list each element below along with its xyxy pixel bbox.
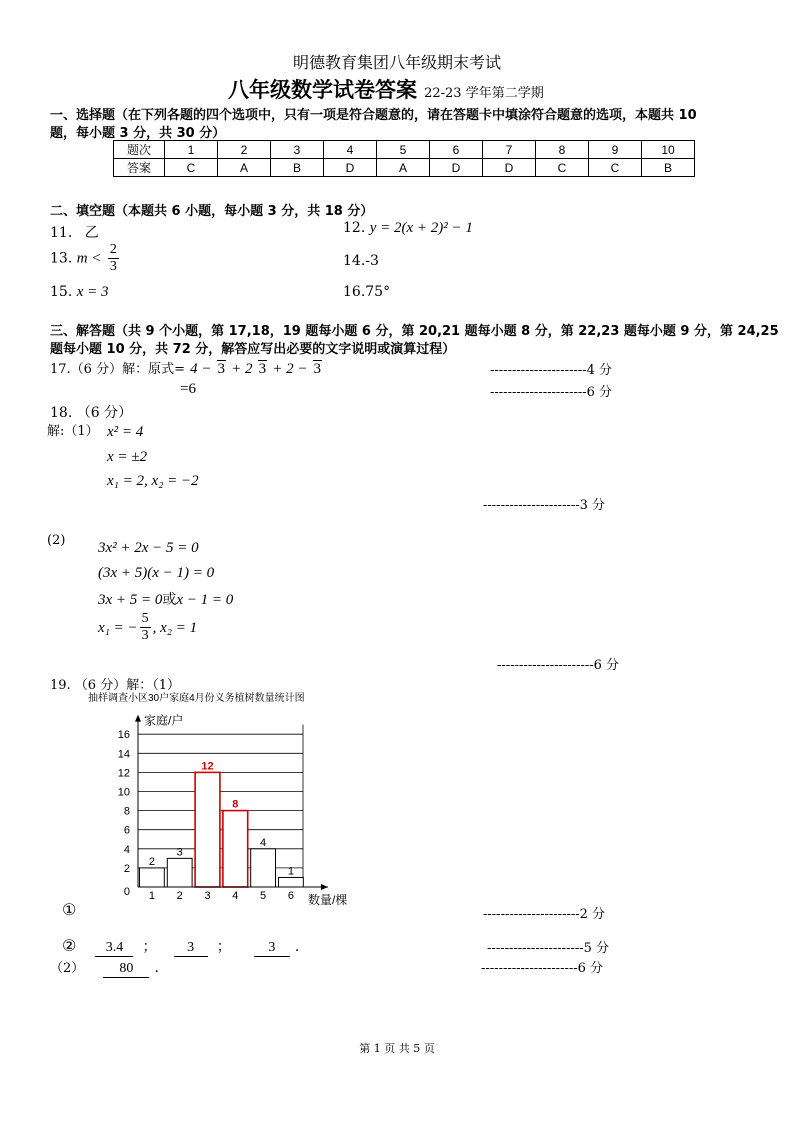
q19-sub2-score: ----------------------5 分 [487,941,610,956]
table-cell: 10 [642,141,695,159]
bar-1 [140,868,165,887]
x-tick-label: 2 [176,890,183,902]
section1-heading-line1: 一、选择题（在下列各题的四个选项中，只有一项是符合题意的，请在答题卡中填涂符合题意的选项，本题共 10 [50,108,697,123]
bar-data-label: 3 [176,846,183,859]
y-tick-label: 2 [123,862,130,875]
table-header-cell: 答案 [114,159,165,177]
q18-step-4: 3x² + 2x − 5 = 0 [98,540,199,556]
section1-heading-line2: 题，每小题 3 分，共 30 分） [50,126,226,141]
q17-sqrt-2: 3 [258,361,267,377]
bar-data-label: 1 [287,865,294,878]
q17-sqrt-1: 3 [217,361,226,377]
x-axis-arrow [321,884,328,890]
chart-title: 抽样调查小区30户家庭4月份义务植树数量统计图 [88,693,305,704]
table-cell: 7 [483,141,536,159]
table-cell: 2 [218,141,271,159]
bar-4 [223,811,248,887]
table-cell: 1 [165,141,218,159]
table-cell: 6 [430,141,483,159]
q19-part2-blank: 80 [103,961,149,978]
table-cell: C [536,159,589,177]
table-cell: D [324,159,377,177]
q18-step-6b: x − 1 = 0 [176,592,234,608]
q19-sub1-score: ----------------------2 分 [483,907,606,922]
q18-step-7b: , x₂ = 1 [152,620,198,636]
section3-heading-line1: 三、解答题（共 9 个小题，第 17,18，19 题每小题 6 分，第 20,21 题每小题 8 分，第 22,23 题每小题 9 分，第 24,25 [50,324,779,339]
table-cell: A [377,159,430,177]
q18-score-2: ----------------------6 分 [497,658,620,673]
q18-step-5: (3x + 5)(x − 1) = 0 [98,565,215,581]
q18-fraction-numerator: 5 [141,611,149,626]
q17-label: 17.（6 分）解：原式= [50,362,185,377]
q13-lhs: m < [76,250,102,267]
q18-part2-label: (2) [47,533,66,548]
y-tick-label: 6 [123,824,130,837]
q18-step-6a: 3x + 5 = 0 [98,592,163,608]
section3-heading-line2: 题每小题 10 分，共 72 分，解答应写出必要的文字说明或演算过程） [50,342,456,357]
q11-number: 11. [50,225,73,241]
q17-expr-c: + 2 − [272,361,308,377]
table-cell: B [642,159,695,177]
q12-number: 12. [343,220,366,236]
bar-data-label: 2 [148,855,155,868]
q13-fraction-numerator: 2 [109,242,117,257]
q17-expr-b: + 2 [231,361,253,377]
origin-label: 0 [123,886,130,898]
q15-answer: x = 3 [76,284,109,300]
q13-fraction-denominator: 3 [109,259,117,274]
q18-step-3: x₁ = 2, x₂ = −2 [107,473,199,489]
q18-part1-label: 解:（1） [47,424,99,439]
page-footer: 第 1 页 共 5 页 [359,1042,435,1055]
table-cell: 4 [324,141,377,159]
y-axis-label: 家庭/户 [144,713,184,728]
q14-answer: 14.-3 [343,253,379,269]
q19-sub2-marker: ② [62,936,77,955]
q19-label: 19. （6 分）解：（1） [50,678,180,693]
bar-data-label: 12 [201,760,214,773]
bar-data-label: 4 [260,836,267,849]
q17-expr-a: 4 − [190,361,212,377]
q18-score-1: ----------------------3 分 [483,498,606,513]
q18-fraction-denominator: 3 [141,628,149,643]
bar-6 [279,877,304,887]
q19-part2-end: . [154,960,159,976]
q17-result: =6 [180,381,196,397]
y-tick-label: 14 [117,748,130,761]
q19-sep-1: ； [142,939,157,955]
q19-blank-3: 3 [254,940,290,957]
q19-part2-label: （2） [50,961,85,976]
y-tick-label: 4 [123,843,130,856]
x-axis-label: 数量/棵 [308,893,348,907]
x-tick-label: 6 [287,890,294,902]
bar-3 [195,772,220,887]
x-tick-label: 4 [232,890,239,902]
y-tick-label: 8 [123,805,130,818]
school-title: 明德教育集团八年级期末考试 [292,53,501,72]
q17-score-2: ----------------------6 分 [490,385,613,400]
q18-label: 18. （6 分） [50,405,133,421]
y-axis-arrow [135,715,141,722]
table-cell: 3 [271,141,324,159]
bar-5 [251,849,276,887]
q19-end-2: . [294,939,300,955]
q15-number: 15. [50,284,73,300]
table-cell: D [430,159,483,177]
bar-2 [167,858,192,887]
q18-step-7a: x₁ = − [98,620,138,636]
q17-score-1: ----------------------4 分 [490,363,613,378]
q18-step-2: x = ±2 [107,449,148,465]
y-tick-label: 10 [117,786,130,799]
table-cell: D [483,159,536,177]
q16-answer: 16.75° [343,284,391,300]
table-cell: B [271,159,324,177]
bar-data-label: 8 [232,798,239,811]
q19-blank-2: 3 [174,940,208,957]
q13-number: 13. [50,250,73,267]
table-cell: 9 [589,141,642,159]
table-header-cell: 题次 [114,141,165,159]
q12-answer: y = 2(x + 2)² − 1 [369,220,473,236]
q19-part2 [50,957,159,978]
q11-answer: 乙 [84,225,99,241]
q19-part2-score: ----------------------6 分 [481,961,604,976]
x-tick-label: 3 [204,890,211,902]
q18-step-1: x² = 4 [107,424,144,440]
table-cell: 8 [536,141,589,159]
q19-blank-1: 3.4 [95,940,133,957]
q19-sub1-marker: ① [62,900,77,919]
section2-heading: 二、填空题（本题共 6 小题，每小题 3 分，共 18 分） [50,204,374,219]
y-tick-label: 12 [117,767,130,780]
q19-sep-2: ； [216,939,231,955]
x-tick-label: 5 [260,890,267,902]
table-cell: C [165,159,218,177]
x-tick-label: 1 [148,890,155,902]
q17-sqrt-3: 3 [313,361,322,377]
term-label: 22-23 学年第二学期 [424,86,544,101]
main-title: 八年级数学试卷答案 [228,78,417,102]
table-cell: A [218,159,271,177]
table-cell: 5 [377,141,430,159]
y-tick-label: 16 [117,729,130,742]
q19-sub2 [62,936,299,957]
q18-or: 或 [162,592,177,608]
table-cell: C [589,159,642,177]
